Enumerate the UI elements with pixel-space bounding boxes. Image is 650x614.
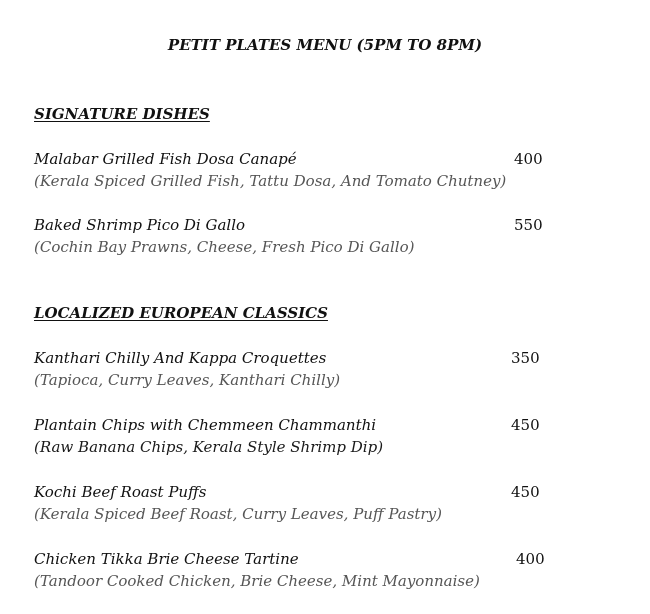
item-name: Chicken Tikka Brie Cheese Tartine <box>34 550 299 568</box>
item-name: Kochi Beef Roast Puffs <box>34 483 207 501</box>
menu-item <box>34 347 614 391</box>
item-description: (Tapioca, Curry Leaves, Kanthari Chilly) <box>34 371 341 389</box>
menu-item <box>34 214 614 258</box>
item-price: 400 <box>514 150 543 168</box>
item-description: (Raw Banana Chips, Kerala Style Shrimp Dip) <box>34 438 384 456</box>
section-heading-localized-european-classics: LOCALIZED EUROPEAN CLASSICS <box>34 304 328 322</box>
item-description: (Cochin Bay Prawns, Cheese, Fresh Pico Di Gallo) <box>34 238 415 256</box>
item-name: Plantain Chips with Chemmeen Chammanthi <box>34 416 377 434</box>
menu-item <box>34 148 614 192</box>
item-description: (Tandoor Cooked Chicken, Brie Cheese, Mint Mayonnaise) <box>34 572 480 590</box>
menu-title: PETIT PLATES MENU (5PM TO 8PM) <box>167 36 483 54</box>
menu-item <box>34 548 614 592</box>
item-description: (Kerala Spiced Grilled Fish, Tattu Dosa, And Tomato Chutney) <box>34 172 507 190</box>
item-price: 450 <box>511 416 540 434</box>
item-name: Kanthari Chilly And Kappa Croquettes <box>34 349 327 367</box>
menu-item <box>34 481 614 525</box>
item-price: 400 <box>516 550 545 568</box>
menu-item <box>34 414 614 458</box>
item-name: Malabar Grilled Fish Dosa Canapé <box>34 150 297 168</box>
section-heading-signature-dishes: SIGNATURE DISHES <box>34 105 210 123</box>
item-price: 450 <box>511 483 540 501</box>
item-name: Baked Shrimp Pico Di Gallo <box>34 216 246 234</box>
item-price: 550 <box>514 216 543 234</box>
item-description: (Kerala Spiced Beef Roast, Curry Leaves, Puff Pastry) <box>34 505 442 523</box>
item-price: 350 <box>511 349 540 367</box>
